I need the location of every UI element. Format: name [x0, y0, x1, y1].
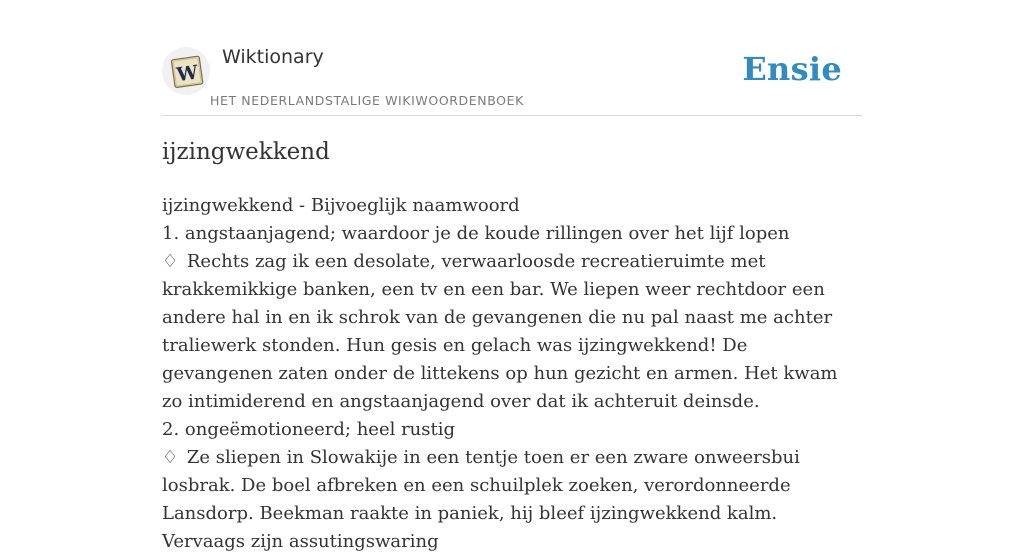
- sense-example: [162, 248, 862, 416]
- sense-example-text: Ze sliepen in Slowakije in een tentje toen er een zware onweersbui losbrak. De boel afbreken en een schuilplek zoeken, verordonneerde Lansdorp. Beekman raakte in paniek, hij bleef ijzingwekkend kalm. Vervaags zijn assutingswaring: [162, 447, 800, 552]
- entry-body: [162, 192, 862, 556]
- page: [162, 0, 862, 552]
- wiktionary-logo-icon[interactable]: [162, 47, 210, 95]
- logo-letter: W: [175, 61, 200, 87]
- site-header: [162, 0, 862, 116]
- sense-definition: 2. ongeëmotioneerd; heel rustig: [162, 419, 456, 440]
- site-name[interactable]: Wiktionary: [222, 46, 324, 68]
- sense-definition: 1. angstaanjagend; waardoor je de koude rillingen over het lijf lopen: [162, 223, 790, 244]
- ensie-brand-logo[interactable]: Ensie: [742, 50, 842, 88]
- site-tagline: HET NEDERLANDSTALIGE WIKIWOORDENBOEK: [210, 93, 524, 108]
- example-diamond-icon: ♢: [162, 251, 179, 272]
- sense-example: [162, 444, 862, 556]
- page-title: ijzingwekkend: [162, 139, 330, 165]
- entry-heading-line: ijzingwekkend - Bijvoeglijk naamwoord: [162, 195, 520, 216]
- example-diamond-icon: ♢: [162, 447, 179, 468]
- sense-example-text: Rechts zag ik een desolate, verwaarloosde recreatieruimte met krakkemikkige banken, een tv en een bar. We liepen weer rechtdoor een andere hal in en ik schrok van de gevangenen die nu pal naast me achter traliewerk stonden. Hun gesis en gelach was ijzingwekkend! De gevangenen zaten onder de littekens op hun gezicht en armen. Het kwam zo intimiderend en angstaanjagend over dat ik achteruit deinsde.: [162, 251, 838, 412]
